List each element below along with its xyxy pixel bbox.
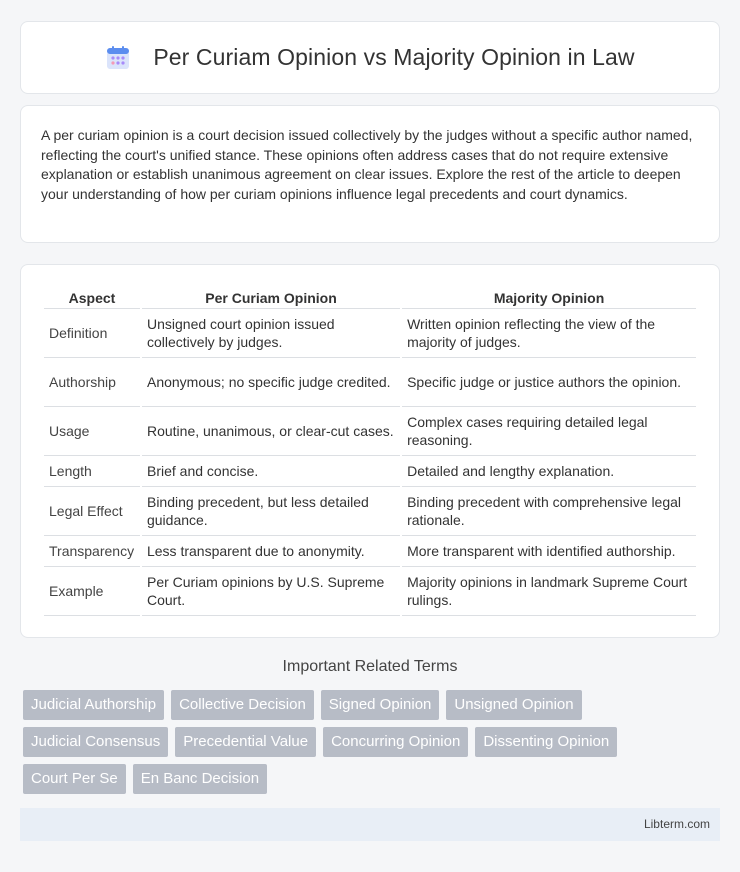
footer — [20, 808, 720, 841]
table-row — [44, 567, 696, 616]
intro-card — [20, 105, 720, 243]
row-aspect: Authorship — [44, 358, 140, 407]
row-majority: Detailed and lengthy explanation. — [402, 456, 696, 487]
row-majority: Complex cases requiring detailed legal reasoning. — [402, 407, 696, 456]
tag-collective-decision[interactable]: Collective Decision — [171, 690, 314, 720]
related-terms-title: Important Related Terms — [282, 658, 458, 675]
row-majority: More transparent with identified authorship. — [402, 536, 696, 567]
header-aspect: Aspect — [44, 285, 140, 309]
row-aspect: Example — [44, 567, 140, 616]
row-aspect: Legal Effect — [44, 487, 140, 536]
table-row — [44, 456, 696, 487]
row-aspect: Definition — [44, 309, 140, 358]
footer-brand-link[interactable]: Libterm.com — [643, 817, 710, 831]
row-majority: Majority opinions in landmark Supreme Court rulings. — [402, 567, 696, 616]
comparison-table — [42, 285, 698, 616]
table-row — [44, 536, 696, 567]
row-aspect: Transparency — [44, 536, 140, 567]
header-majority: Majority Opinion — [402, 285, 696, 309]
tag-judicial-authorship[interactable]: Judicial Authorship — [23, 690, 164, 720]
row-per-curiam: Less transparent due to anonymity. — [142, 536, 400, 567]
comparison-table-card — [20, 264, 720, 638]
row-aspect: Usage — [44, 407, 140, 456]
related-terms-tags — [23, 690, 723, 794]
table-header-row — [44, 285, 696, 309]
table-row — [44, 309, 696, 358]
tag-court-per-se[interactable]: Court Per Se — [23, 764, 126, 794]
header-per-curiam: Per Curiam Opinion — [142, 285, 400, 309]
intro-text: A per curiam opinion is a court decision issued collectively by the judges without a specific author named, reflecting the court's unified stance. These opinions often address cases that do not require extensive explanation or establish unanimous agreement on clear issues. Explore the rest of the article to deepen your understanding of how per curiam opinions influence legal precedents and court dynamics. — [41, 127, 693, 202]
row-majority: Specific judge or justice authors the opinion. — [402, 358, 696, 407]
page-title: Per Curiam Opinion vs Majority Opinion in Law — [153, 44, 635, 70]
row-per-curiam: Routine, unanimous, or clear-cut cases. — [142, 407, 400, 456]
tag-unsigned-opinion[interactable]: Unsigned Opinion — [446, 690, 581, 720]
row-per-curiam: Unsigned court opinion issued collectively by judges. — [142, 309, 400, 358]
header-card — [20, 21, 720, 94]
row-majority: Binding precedent with comprehensive legal rationale. — [402, 487, 696, 536]
row-majority: Written opinion reflecting the view of the majority of judges. — [402, 309, 696, 358]
row-per-curiam: Per Curiam opinions by U.S. Supreme Court. — [142, 567, 400, 616]
tag-en-banc-decision[interactable]: En Banc Decision — [133, 764, 267, 794]
row-per-curiam: Anonymous; no specific judge credited. — [142, 358, 400, 407]
table-row — [44, 358, 696, 407]
calendar-grid-icon — [105, 45, 131, 71]
tag-signed-opinion[interactable]: Signed Opinion — [321, 690, 440, 720]
tag-precedential-value[interactable]: Precedential Value — [175, 727, 316, 757]
table-row — [44, 407, 696, 456]
row-aspect: Length — [44, 456, 140, 487]
tag-dissenting-opinion[interactable]: Dissenting Opinion — [475, 727, 617, 757]
row-per-curiam: Brief and concise. — [142, 456, 400, 487]
tag-judicial-consensus[interactable]: Judicial Consensus — [23, 727, 168, 757]
tag-concurring-opinion[interactable]: Concurring Opinion — [323, 727, 468, 757]
table-row — [44, 487, 696, 536]
row-per-curiam: Binding precedent, but less detailed guidance. — [142, 487, 400, 536]
